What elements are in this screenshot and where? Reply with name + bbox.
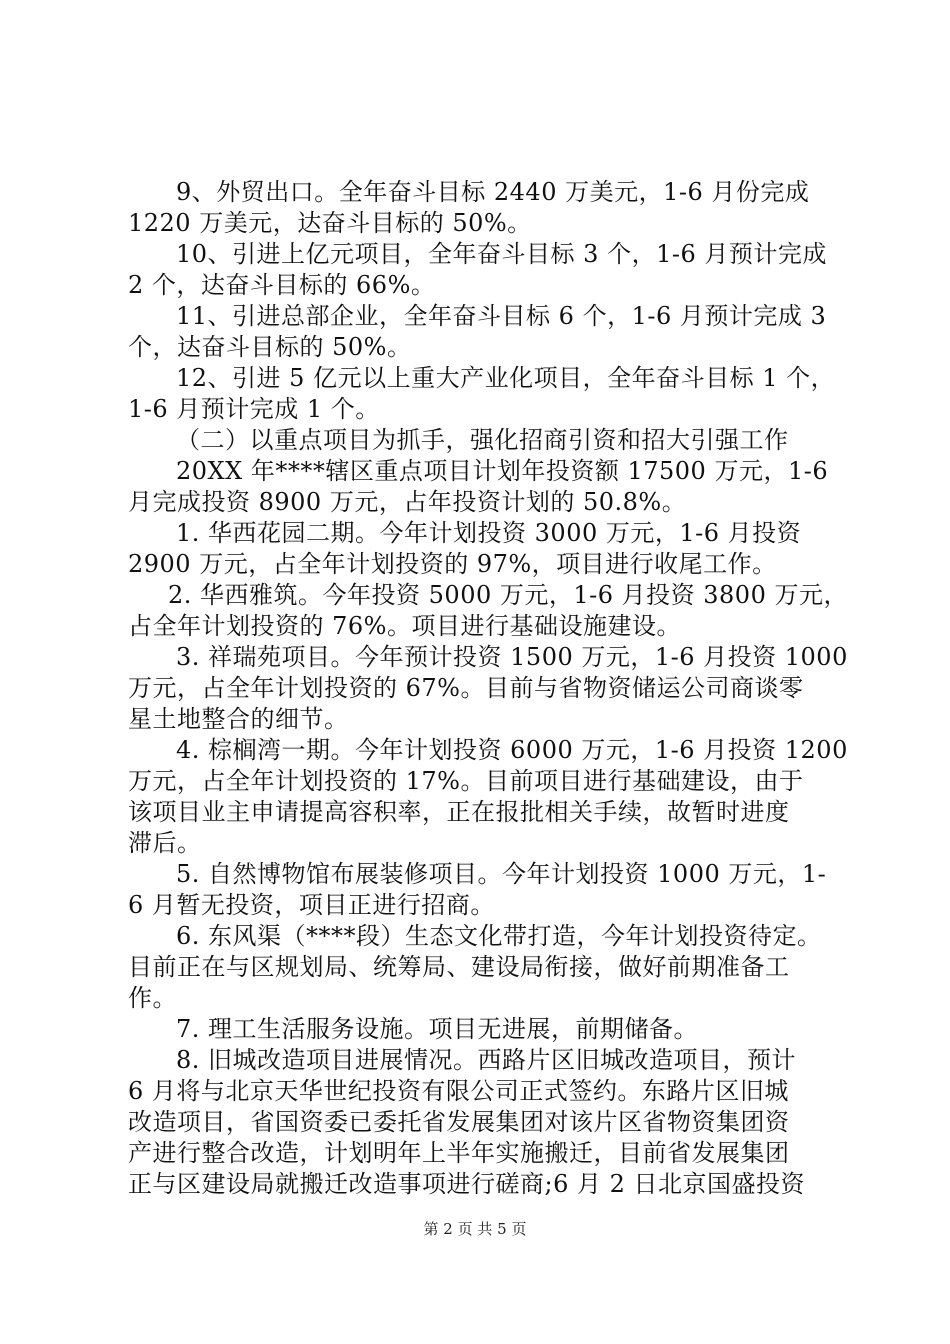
text-line: 4. 棕榈湾一期。今年计划投资 6000 万元，1-6 月投资 1200 — [176, 736, 848, 764]
text-line: 6. 东风渠（****段）生态文化带打造，今年计划投资待定。 — [176, 922, 822, 950]
text-line: 5. 自然博物馆布展装修项目。今年计划投资 1000 万元，1- — [176, 860, 827, 888]
text-line: 10、引进上亿元项目，全年奋斗目标 3 个，1-6 月预计完成 — [176, 240, 827, 268]
text-line: 6 月暂无投资，项目正进行招商。 — [128, 891, 495, 919]
text-line: 1-6 月预计完成 1 个。 — [128, 395, 380, 423]
text-line: 该项目业主申请提高容积率，正在报批相关手续，故暂时进度 — [128, 798, 790, 826]
text-line: 12、引进 5 亿元以上重大产业化项目，全年奋斗目标 1 个， — [176, 364, 836, 392]
text-line: 2900 万元，占全年计划投资的 97%，项目进行收尾工作。 — [128, 550, 777, 578]
text-line: 作。 — [128, 984, 177, 1012]
text-line: 产进行整合改造，计划明年上半年实施搬迁，目前省发展集团 — [128, 1139, 790, 1167]
text-line: 滞后。 — [128, 829, 202, 857]
text-line: 个，达奋斗目标的 50%。 — [128, 333, 412, 361]
text-line: 9、外贸出口。全年奋斗目标 2440 万美元，1-6 月份完成 — [176, 178, 810, 206]
text-line: 2 个，达奋斗目标的 66%。 — [128, 271, 436, 299]
text-line: 目前正在与区规划局、统筹局、建设局衔接，做好前期准备工 — [128, 953, 790, 981]
text-line: 1220 万美元，达奋斗目标的 50%。 — [128, 209, 532, 237]
text-line: 改造项目，省国资委已委托省发展集团对该片区省物资集团资 — [128, 1108, 790, 1136]
text-line: 万元，占全年计划投资的 17%。目前项目进行基础建设，由于 — [128, 767, 804, 795]
text-line: 20XX 年****辖区重点项目计划年投资额 17500 万元，1-6 — [176, 457, 829, 485]
text-line: 11、引进总部企业，全年奋斗目标 6 个，1-6 月预计完成 3 — [176, 302, 827, 330]
text-line: 1. 华西花园二期。今年计划投资 3000 万元，1-6 月投资 — [176, 519, 802, 547]
text-line: 星土地整合的细节。 — [128, 705, 349, 733]
text-line: 7. 理工生活服务设施。项目无进展，前期储备。 — [176, 1015, 699, 1043]
text-line: 月完成投资 8900 万元，占年投资计划的 50.8%。 — [128, 488, 687, 516]
text-line: 占全年计划投资的 76%。项目进行基础设施建设。 — [128, 612, 681, 640]
text-line: 万元，占全年计划投资的 67%。目前与省物资储运公司商谈零 — [128, 674, 804, 702]
section-heading: （二）以重点项目为抓手，强化招商引资和招大引强工作 — [176, 426, 789, 454]
text-line: 3. 祥瑞苑项目。今年预计投资 1500 万元，1-6 月投资 1000 — [176, 643, 848, 671]
text-line: 2. 华西雅筑。今年投资 5000 万元，1-6 月投资 3800 万元， — [168, 581, 848, 609]
text-line: 8. 旧城改造项目进展情况。西路片区旧城改造项目，预计 — [176, 1046, 797, 1074]
text-line: 6 月将与北京天华世纪投资有限公司正式签约。东路片区旧城 — [128, 1077, 789, 1105]
text-line: 正与区建设局就搬迁改造事项进行磋商;6 月 2 日北京国盛投资 — [128, 1170, 806, 1198]
page-number-footer: 第 2 页 共 5 页 — [423, 1220, 527, 1238]
